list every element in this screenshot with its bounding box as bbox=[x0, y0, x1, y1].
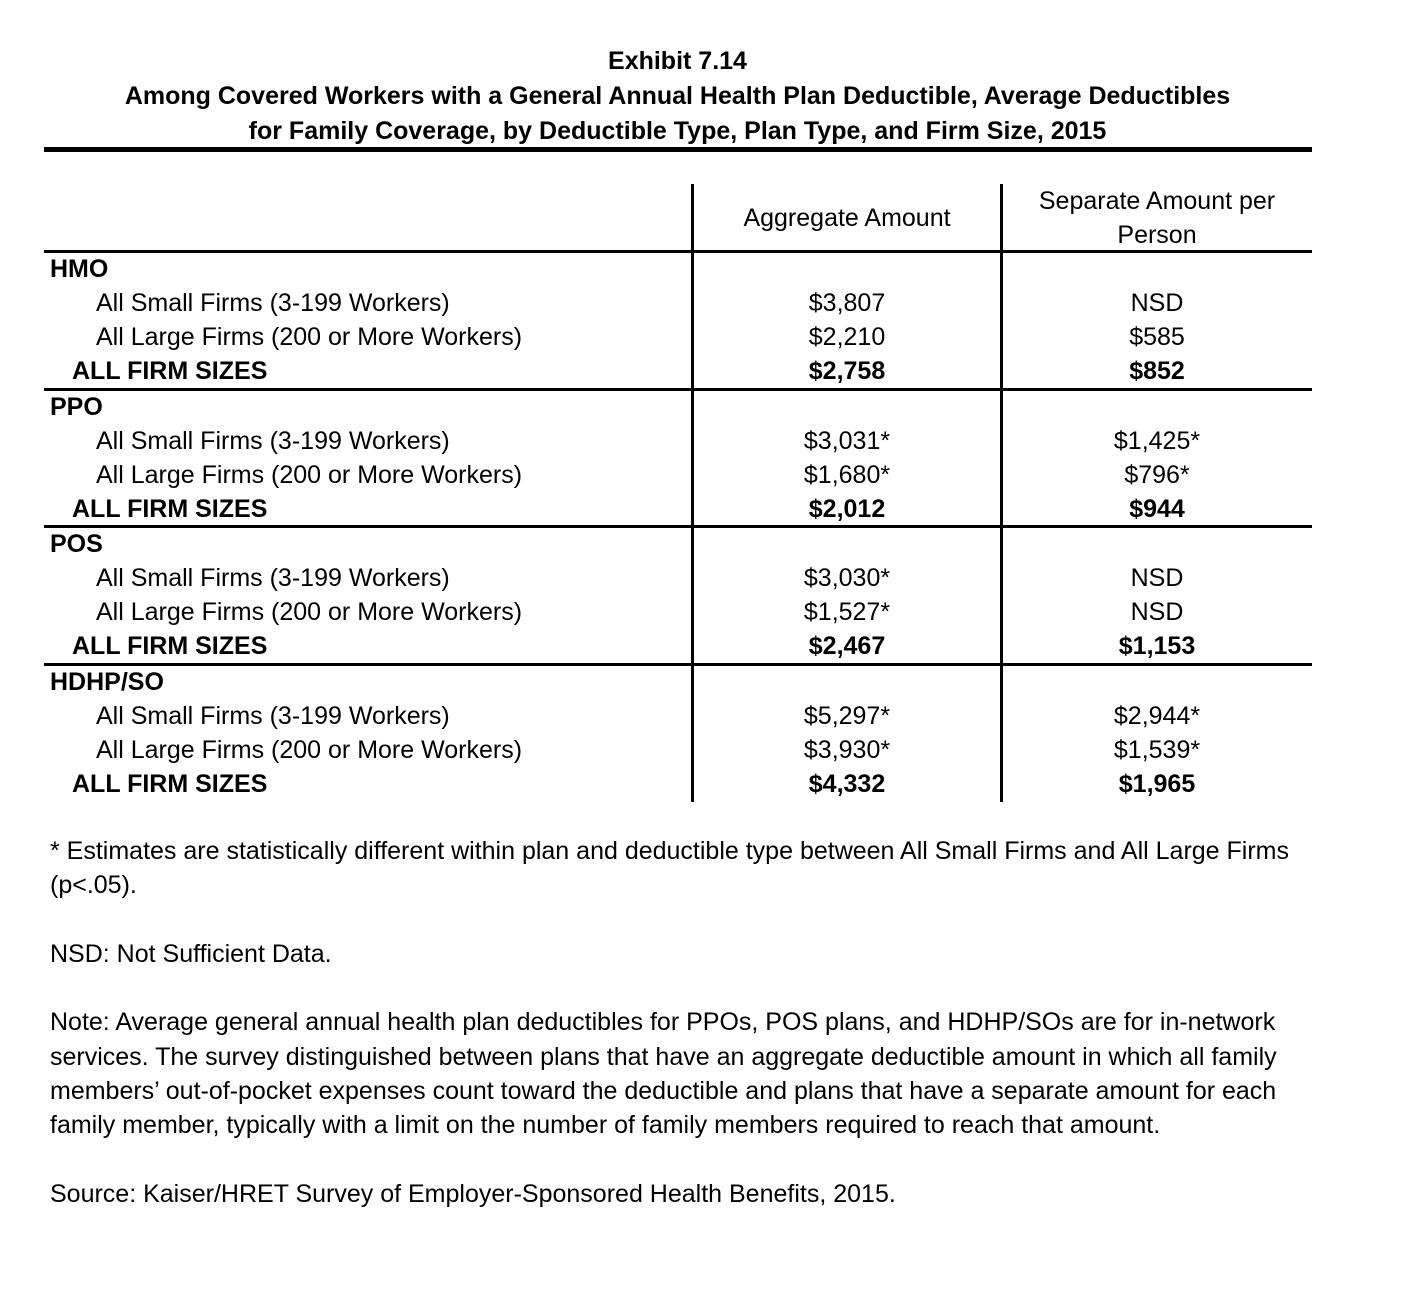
table-row bbox=[44, 286, 1312, 321]
group-name: HDHP/SO bbox=[50, 668, 164, 696]
total-row bbox=[44, 354, 1312, 389]
aggregate-value: $2,758 bbox=[808, 357, 886, 385]
group-name: PPO bbox=[50, 393, 103, 421]
table-row bbox=[44, 595, 1312, 630]
table-row bbox=[44, 320, 1312, 355]
row-label: All Small Firms (3-199 Workers) bbox=[96, 289, 450, 317]
aggregate-value: $2,210 bbox=[808, 323, 886, 351]
title-rule bbox=[44, 147, 1312, 152]
separate-value: $852 bbox=[1129, 357, 1185, 385]
separate-value: NSD bbox=[1130, 564, 1184, 592]
aggregate-value: $2,467 bbox=[808, 632, 886, 660]
separate-value: $1,965 bbox=[1118, 770, 1196, 798]
row-label: All Large Firms (200 or More Workers) bbox=[96, 598, 523, 626]
separate-value: NSD bbox=[1130, 598, 1184, 626]
group-name: POS bbox=[50, 530, 103, 558]
row-label: All Large Firms (200 or More Workers) bbox=[96, 461, 523, 489]
row-label: All Large Firms (200 or More Workers) bbox=[96, 323, 523, 351]
total-row bbox=[44, 767, 1312, 802]
aggregate-value: $2,012 bbox=[808, 495, 886, 523]
aggregate-value: $3,930* bbox=[803, 736, 891, 764]
table-row bbox=[44, 699, 1312, 734]
row-label: All Small Firms (3-199 Workers) bbox=[96, 564, 450, 592]
row-label: ALL FIRM SIZES bbox=[72, 770, 268, 798]
total-row bbox=[44, 629, 1312, 664]
row-label: ALL FIRM SIZES bbox=[72, 357, 268, 385]
group-name: HMO bbox=[50, 255, 109, 283]
exhibit-title-line-1: Among Covered Workers with a General Annual Health Plan Deductible, Average Deductibles bbox=[124, 82, 1231, 110]
separate-value: $1,425* bbox=[1113, 427, 1201, 455]
table-row bbox=[44, 458, 1312, 493]
separate-value: $944 bbox=[1129, 495, 1185, 523]
column-header-separate bbox=[1002, 184, 1312, 252]
row-label: ALL FIRM SIZES bbox=[72, 632, 268, 660]
separate-value: NSD bbox=[1130, 289, 1184, 317]
aggregate-value: $3,807 bbox=[808, 289, 886, 317]
group-header-row bbox=[44, 527, 1312, 562]
nsd-footnote: NSD: Not Sufficient Data. bbox=[50, 939, 332, 968]
column-header-separate-line-2: Person bbox=[1117, 221, 1197, 249]
separate-value: $1,539* bbox=[1113, 736, 1201, 764]
group-header-row bbox=[44, 665, 1312, 700]
aggregate-value: $1,527* bbox=[803, 598, 891, 626]
group-header-row bbox=[44, 252, 1312, 287]
table-row bbox=[44, 733, 1312, 768]
row-label: All Small Firms (3-199 Workers) bbox=[96, 702, 450, 730]
aggregate-value: $5,297* bbox=[803, 702, 891, 730]
aggregate-value: $3,031* bbox=[803, 427, 891, 455]
source-note: Source: Kaiser/HRET Survey of Employer-Sponsored Health Benefits, 2015. bbox=[50, 1179, 896, 1208]
methodology-note: Note: Average general annual health plan deductibles for PPOs, POS plans, and HDHP/SOs are for in-network services. The survey distinguished between plans that have an aggregate deductible amount in which all family members’ out-of-pocket expenses count toward the deductible and plans that have a separate amount for each family member, typically with a limit on the number of family members required to reach that amount. bbox=[50, 1008, 1277, 1140]
column-header-separate-line-1: Separate Amount per bbox=[1038, 187, 1276, 215]
exhibit-number: Exhibit 7.14 bbox=[608, 47, 747, 75]
table-row bbox=[44, 561, 1312, 596]
row-label: ALL FIRM SIZES bbox=[72, 495, 268, 523]
separate-value: $1,153 bbox=[1118, 632, 1196, 660]
aggregate-value: $3,030* bbox=[803, 564, 891, 592]
table-row bbox=[44, 424, 1312, 459]
separate-value: $2,944* bbox=[1113, 702, 1201, 730]
aggregate-value: $1,680* bbox=[803, 461, 891, 489]
total-row bbox=[44, 492, 1312, 527]
exhibit-title bbox=[44, 44, 1311, 149]
column-header-aggregate: Aggregate Amount bbox=[743, 204, 951, 232]
footnotes bbox=[50, 834, 1320, 1246]
exhibit-title-line-2: for Family Coverage, by Deductible Type, Plan Type, and Firm Size, 2015 bbox=[248, 117, 1107, 145]
deductible-table bbox=[44, 184, 1312, 804]
significance-footnote: * Estimates are statistically different within plan and deductible type between All Small Firms and All Large Firms (p<.05). bbox=[50, 837, 1290, 900]
separate-value: $585 bbox=[1129, 323, 1185, 351]
row-label: All Large Firms (200 or More Workers) bbox=[96, 736, 523, 764]
row-label: All Small Firms (3-199 Workers) bbox=[96, 427, 450, 455]
separate-value: $796* bbox=[1124, 461, 1190, 489]
group-header-row bbox=[44, 390, 1312, 425]
aggregate-value: $4,332 bbox=[808, 770, 886, 798]
